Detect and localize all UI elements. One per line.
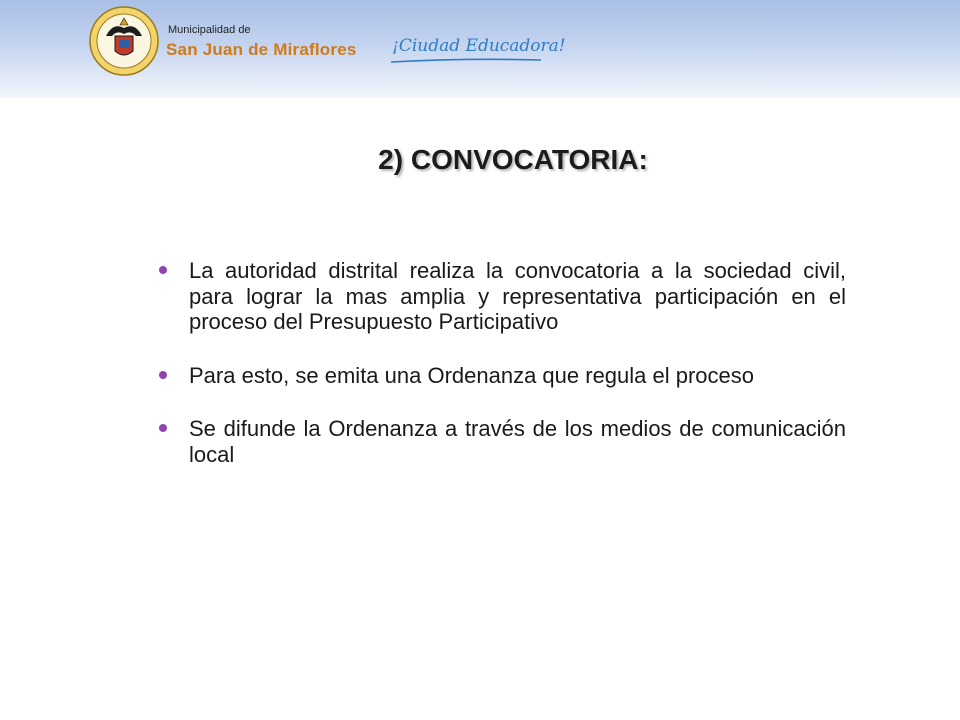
bullet-item (150, 416, 846, 467)
bullet-item (150, 363, 846, 389)
bullet-text: Para esto, se emita una Ordenanza que regula el proceso (189, 362, 755, 388)
slide-title: 2) CONVOCATORIA: (378, 144, 648, 175)
municipality-name: San Juan de Miraflores (166, 40, 357, 59)
municipal-seal-icon (89, 6, 159, 76)
bullet-text: La autoridad distrital realiza la convocatoria a la sociedad civil, para lograr la mas amplia y representativa participación en el proceso del Presupuesto Participativo (189, 258, 846, 335)
slogan-underline (390, 58, 542, 64)
municipality-prefix: Municipalidad de (168, 24, 251, 36)
header-banner (0, 0, 960, 98)
slogan: ¡Ciudad Educadora! (392, 36, 566, 56)
bullet-dot-icon (159, 371, 167, 379)
bullet-dot-icon (159, 424, 167, 432)
bullet-text: Se difunde la Ordenanza a través de los medios de comunicación local (189, 416, 846, 467)
bullet-item (150, 258, 846, 335)
bullet-dot-icon (159, 266, 167, 274)
bullet-list (150, 258, 846, 495)
